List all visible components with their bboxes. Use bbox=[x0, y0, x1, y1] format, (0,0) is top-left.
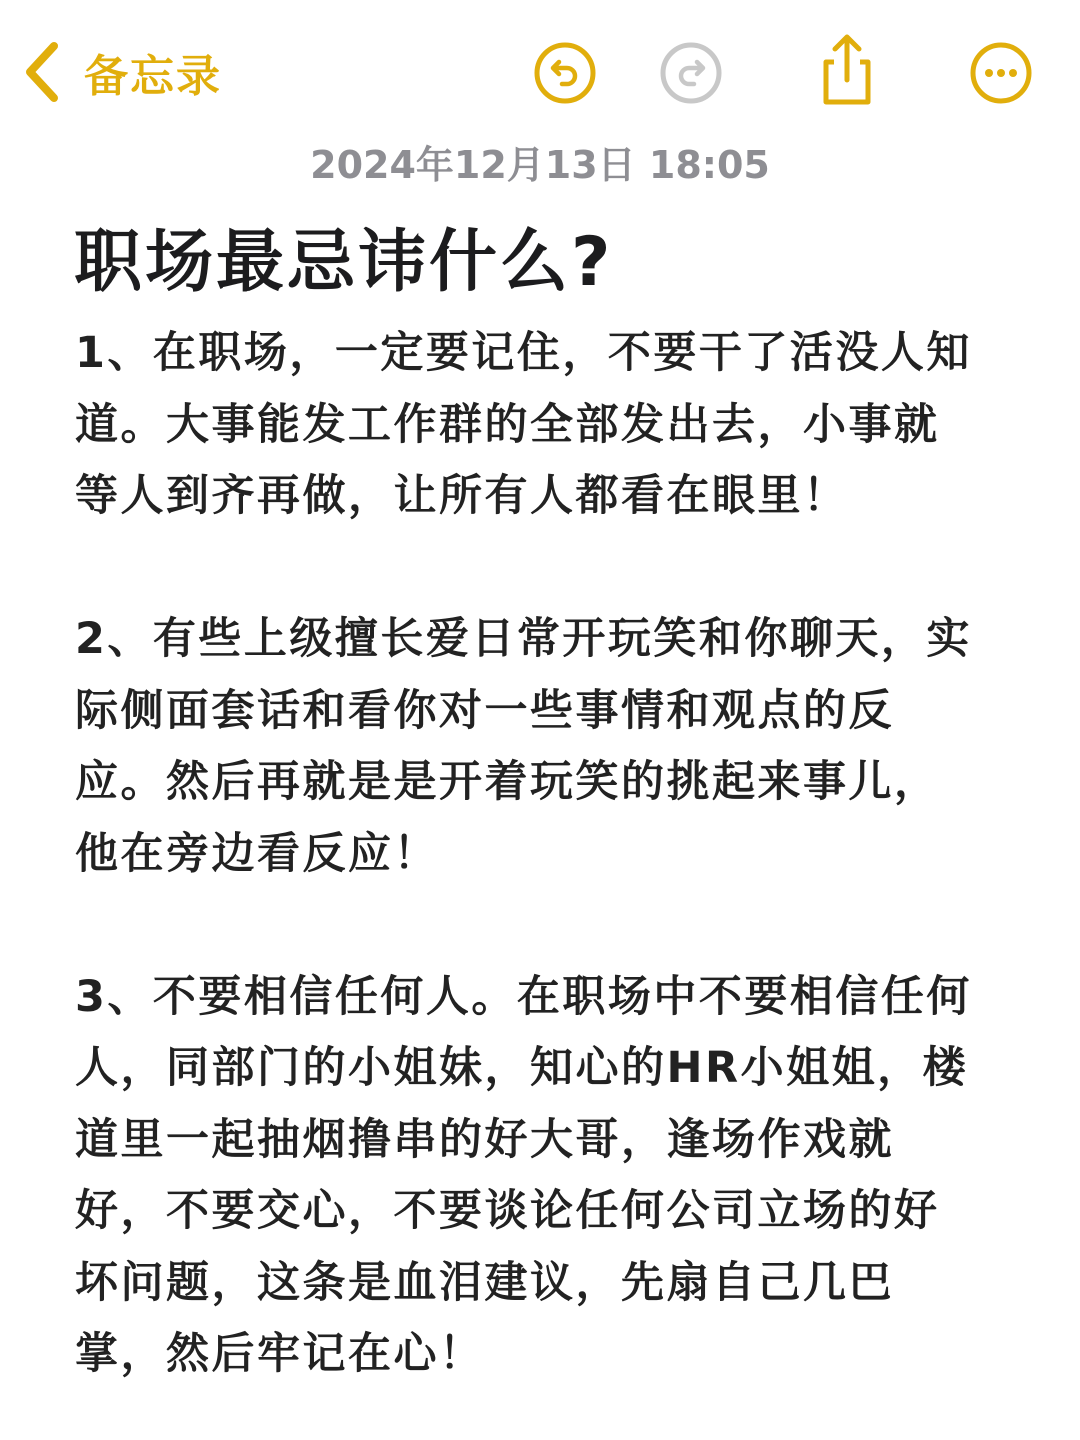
note-line: 好，不要交心，不要谈论任何公司立场的好 bbox=[75, 1186, 940, 1236]
note-title[interactable]: 职场最忌讳什么? bbox=[74, 223, 614, 302]
note-line: 掌，然后牢记在心！ bbox=[75, 1329, 485, 1379]
share-icon[interactable] bbox=[814, 34, 880, 106]
note-line: 他在旁边看反应！ bbox=[75, 828, 439, 879]
note-date: 2024年12月13日 18:05 bbox=[310, 143, 770, 187]
note-line: 际侧面套话和看你对一些事情和观点的反 bbox=[75, 685, 894, 736]
back-button[interactable] bbox=[22, 40, 222, 104]
chevron-left-icon bbox=[22, 40, 62, 104]
note-line bbox=[75, 890, 1035, 962]
note-line: 坏问题，这条是血泪建议，先扇自己几巴 bbox=[75, 1257, 894, 1308]
note-line: 1、在职场，一定要记住，不要干了活没人知 bbox=[75, 328, 972, 378]
note-line: 2、有些上级擅长爱日常开玩笑和你聊天，实 bbox=[75, 614, 972, 664]
note-line: 3、不要相信任何人。在职场中不要相信任何 bbox=[75, 971, 972, 1022]
redo-icon[interactable] bbox=[658, 40, 724, 106]
note-line: 人，同部门的小姐妹，知心的HR小姐姐，楼 bbox=[75, 1043, 969, 1093]
note-line: 道。大事能发工作群的全部发出去，小事就 bbox=[75, 399, 940, 450]
note-line: 等人到齐再做，让所有人都看在眼里！ bbox=[75, 471, 849, 521]
more-icon[interactable] bbox=[968, 40, 1034, 106]
note-line bbox=[75, 533, 1035, 605]
undo-icon[interactable] bbox=[532, 40, 598, 106]
note-line: 道里一起抽烟撸串的好大哥，逢场作戏就 bbox=[75, 1114, 894, 1165]
back-label: 备忘录 bbox=[84, 51, 222, 102]
note-body[interactable] bbox=[75, 318, 1035, 1391]
navigation-bar bbox=[0, 0, 1080, 140]
note-line: 应。然后再就是是开着玩笑的挑起来事儿， bbox=[75, 757, 940, 807]
